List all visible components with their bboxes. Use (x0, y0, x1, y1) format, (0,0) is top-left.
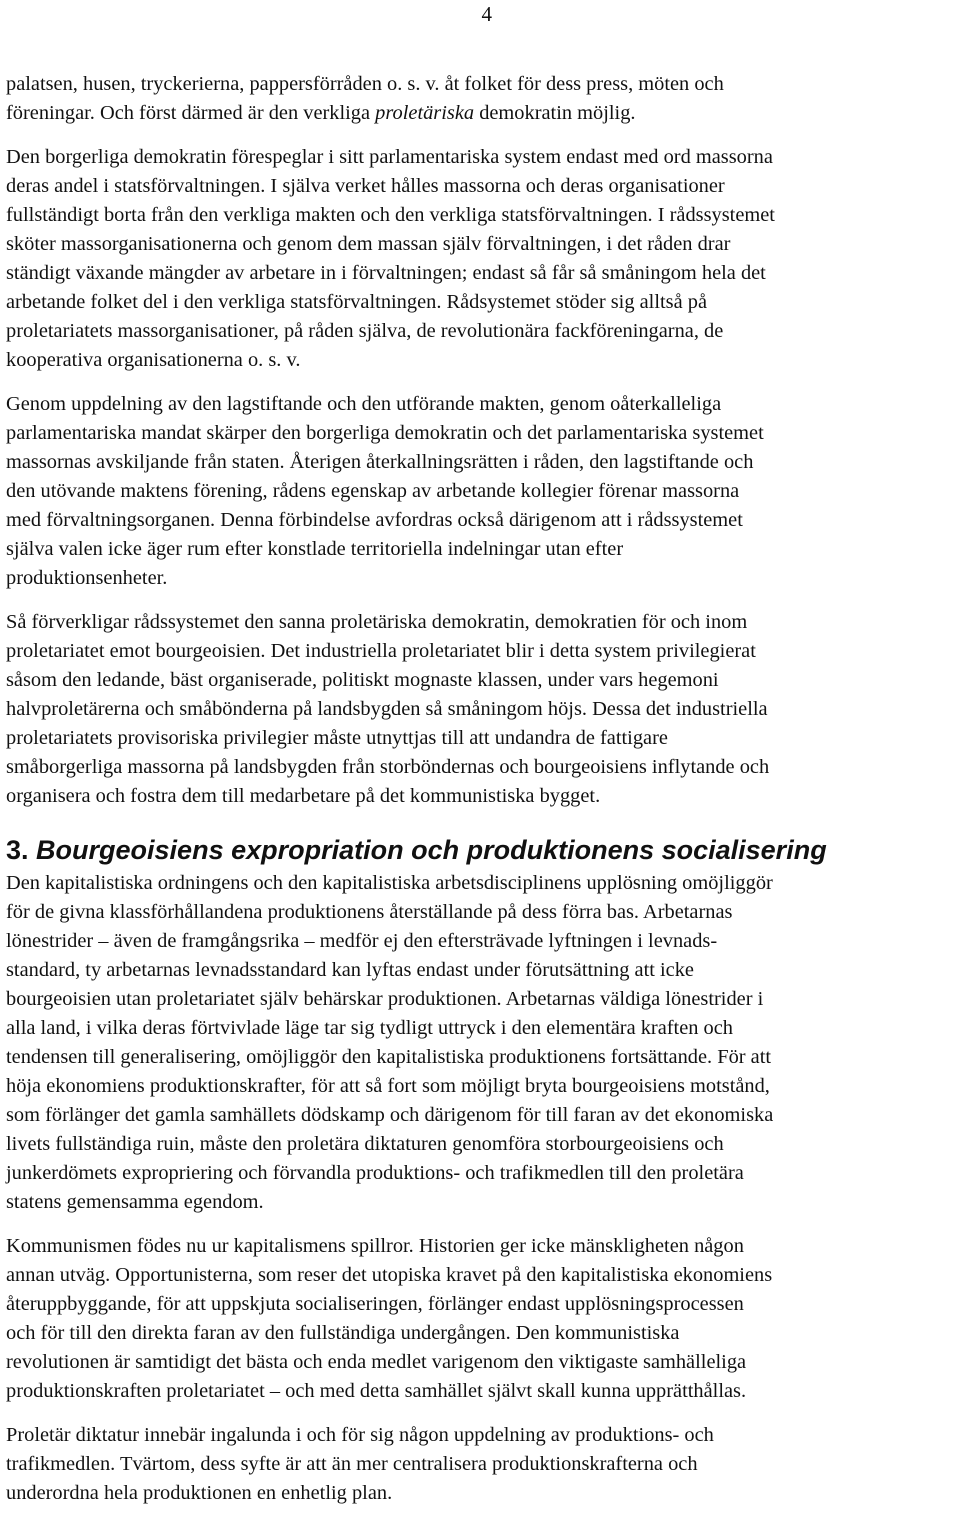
paragraph-5: Den kapitalistiska ordningens och den kapitalistiska arbetsdisciplinens upplösning omöjliggör för de givna klassförhållandena produktionens återställande på dess förra bas. Arbetarnas lönestrider – även de framgångsrika – medför ej den eftersträvade lyftningen i levnads- standard, ty arbetarnas levnadsstandard kan lyftas endast under förutsättning att icke bourgeoisien utan proletariatet själv behärskar produktionen. Arbetarnas väldiga lönestrider i alla land, i vilka deras förtvivlade läge tar sig tydligt uttryck i den elementära kraften och tendensen till generalisering, omöjliggör den kapitalistiska produktionens fortsättande. För att höja ekonomiens produktionskrafter, för att så fort som möjligt bryta bourgeoisiens motstånd, som förlänger det gamla samhällets dödskamp och därigenom för till faran av det ekonomiska livets fullständiga ruin, måste den proletära diktaturen genomföra storbourgeoisiens och junkerdömets expropriering och förvandla produktions- och trafikmedlen till den proletära statens gemensamma egendom. (6, 872, 774, 1213)
paragraph-3: Genom uppdelning av den lagstiftande och den utförande makten, genom oåterkalleliga parlamentariska mandat skärper den borgerliga demokratin och det parlamentariska systemet massornas avskiljande från staten. Återigen återkallningsrätten i råden, den lagstiftande och den utövande maktens förening, rådens egenskap av arbetande kollegier förenar massorna med förvaltningsorganen. Denna förbindelse avfordras också därigenom att i rådssystemet själva valen icke äger rum efter konstlade territoriella indelningar utan efter produktionsenheter. (6, 393, 764, 589)
paragraph-4: Så förverkligar rådssystemet den sanna proletäriska demokratin, demokratien för och inom proletariatet emot bourgeoisien. Det industriella proletariatet blir i detta system privilegierat såsom den ledande, bäst organiserade, politiskt mognaste klassen, under vars hegemoni halvproletärerna och småbönderna på landsbygden så småningom höjs. Dessa det industriella proletariatets provisoriska privilegier måste utnyttjas till att undandra de fattigare småborgerliga massorna på landsbygden från storböndernas och bourgeoisiens inflytande och organisera och fostra dem till medarbetare på det kommunistiska bygget. (6, 611, 770, 807)
paragraph-1-emphasis: proletäriska (375, 102, 475, 124)
body-text (6, 70, 954, 1523)
section-title: Bourgeoisiens expropriation och produktionens socialisering (36, 835, 827, 865)
paragraph-1-text-b: demokratin möjlig. (474, 102, 636, 124)
paragraph-1-text-a: palatsen, husen, tryckerierna, pappersförråden o. s. v. åt folket för dess press, möten och föreningar. Och först därmed är den verkliga (6, 73, 724, 124)
paragraph-1 (6, 70, 954, 128)
section-number: 3. (6, 835, 29, 865)
paragraph-2: Den borgerliga demokratin förespeglar i sitt parlamentariska system endast med ord massorna deras andel i statsförvaltningen. I själva verket hålles massorna och deras organisationer fullständigt borta från den verkliga makten och den verkliga statsförvaltningen. I rådssystemet sköter massorganisationerna och genom dem massan själv förvaltningen, i det råden drar ständigt växande mängder av arbetare in i förvaltningen; endast så får så småningom hela det arbetande folket del i den verkliga statsförvaltningen. Rådsystemet stöder sig alltså på proletariatets massorganisationer, på råden själva, de revolutionära fackföreningarna, de kooperativa organisationerna o. s. v. (6, 146, 775, 371)
paragraph-7: Proletär diktatur innebär ingalunda i och för sig någon uppdelning av produktions- och trafikmedlen. Tvärtom, dess syfte är att än mer centralisera produktionskrafterna och underordna hela produktionen en enhetlig plan. (6, 1424, 714, 1504)
paragraph-6: Kommunismen födes nu ur kapitalismens spillror. Historien ger icke mänskligheten någon annan utväg. Opportunisterna, som reser det utopiska kravet på den kapitalistiska ekonomiens återuppbyggande, för att uppskjuta socialiseringen, förlänger endast upplösningsprocessen och för till den direkta faran av den fullständiga undergången. Den kommunistiska revolutionen är samtidigt det bästa och enda medlet varigenom den viktigaste samhälleliga produktionskraften proletariatet – och med detta samhället självt skall kunna upprätthållas. (6, 1235, 773, 1402)
section-heading (6, 833, 954, 867)
page-number: 4 (481, 2, 492, 26)
